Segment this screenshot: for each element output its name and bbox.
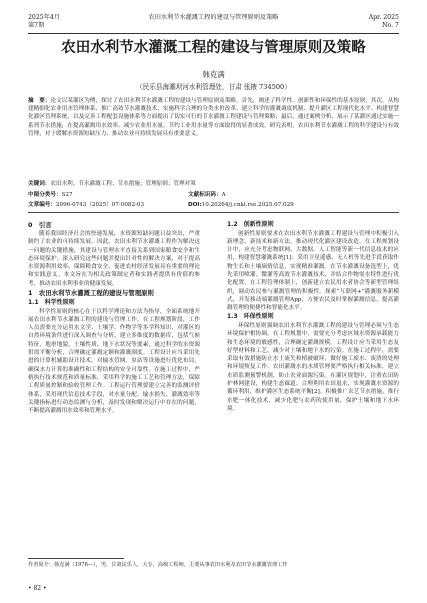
doi [188, 200, 294, 210]
abstract-text: 论文以某灌区为例，探讨了农田水利节水灌溉工程的建设与管理原则及策略。首先，阐述了科学性、创新性和环保性的基本原则；其次，从构建精细化农业用水管理体系、推广高效节水灌溉技术、实施科学合理的分类水价改革、建立科学的灌溉调度机制、提升灌区工程现代化水平、构建智慧化灌区管理系统，以及完善工程配套设施体系等方面提出了切实可行的节水灌溉工程建设与管理策略；最后，通过案例分析，展示了某灌区通过实施一系列节水措施，在提高灌溉用水效率、减少农业用水量、节约工业用水量等方面取得的显著成效。研究表明，农田水利节水灌溉工程的科学建设与有效管理，对于缓解水资源短缺压力、推动农业可持续发展具有重要意义。 [28, 98, 399, 137]
section-1-2-paragraph: 创新性原则要求在农田水利节水灌溉工程建设与管理中积极引入新理念、新技术和新方法，推动现代化灌区建设改造。在工程规划设计中，应充分考虑物联网、大数据、人工智能等新一代信息技术的应用，构建智慧灌溉系统[1]：采用卫星遥感、无人机等先进手段获取作物生长和土壤墒情信息，实现精准灌溉。在节水灌溉设备选型上，优先采用喷灌、微灌等高效节水灌溉技术，并结合作物需水特性进行优化配置。在工程管理体制上，创新建立农民用水者协会等新型管理组织，调动农民参与灌溉管理的积极性。探索“互联网+”灌溉服务新模式，开发移动端灌溉管理App，方便农民及时掌握灌溉信息，提高灌溉管理的便捷性和智能化水平。 [227, 230, 399, 312]
classification-row-1 [28, 190, 399, 200]
keywords-text: 农田水利；节水灌溉工程；节水措施；管理原则；管理对策 [50, 181, 196, 187]
section-1-heading: 1 农田水利节水灌溉工程的建设与管理原则 [28, 289, 154, 298]
header-rule [28, 33, 399, 34]
header-date-en: Apr. 2025 [368, 14, 399, 21]
doi-value: 10.20264/j.cnki.rse.2025.07.029 [201, 202, 294, 208]
article-number-value: 2096-0743（2025）07-0082-03 [55, 202, 145, 208]
clc-code [28, 190, 188, 200]
abstract-label: 摘 要： [28, 98, 51, 104]
keywords [28, 180, 399, 188]
classification-row-2 [28, 200, 399, 210]
section-0-heading: 0 引言 [28, 221, 52, 229]
section-1-2-heading: 1.2 创新性原则 [227, 221, 274, 228]
classification-block [28, 190, 399, 210]
page-number: • 82 • [28, 585, 47, 592]
header-number-en: No. 7 [382, 22, 399, 29]
header-issue-en [369, 14, 399, 30]
section-divider [28, 212, 399, 213]
doi-label: DOI: [188, 202, 202, 208]
section-1-1-heading: 1.1 科学性原则 [28, 299, 75, 307]
section-1-3-heading: 1.3 环保性原则 [227, 313, 274, 321]
article-number-label: 文章编号： [28, 202, 56, 208]
section-0-paragraph: 随着我国经济社会的快速发展，水资源短缺问题日益突出，严重制约了农业的可持续发展。因此，农田水利节水灌溉工程作为解决这一问题的关键措施，其建设与管理水平直接关系到国家粮食安全和生态环境保护。深入研究这些问题并提出针对性的解决方案，对于提高水资源利用效率、保障粮食安全、促进农村经济发展具有重要的理论和实践意义。本文旨在为相关政策制定者和实践者提供有价值的参考，推动农田水利事业的健康发展。 [28, 231, 200, 287]
keywords-label: 关键词： [28, 181, 51, 187]
right-column [227, 220, 399, 413]
author-footnote: 作者简介：韩克满（1976—），男，甘肃民乐人，大专，高级工程师，主要从事农田水利及农田节水灌溉管理工作 [28, 562, 288, 568]
author-name: 韩克满 [202, 70, 225, 79]
section-1-3-paragraph: 环保性原则强调农田水利节水灌溉工程的建设与管理必须与生态环境保护相协调。在工程规划中，需要充分考虑区域水资源承载能力和生态环境的敏感性，合理确定灌溉规模。工程设计应当采用生态友好型材料和工艺，减少对土壤和地下水的污染。在施工过程中，需要采取有效措施防止水土流失和植被破坏，做好施工废水、废渣的处理和环境恢复工作。农田灌溉水的水质管理要严格执行相关标准，建立水质监测预警机制，防止农业面源污染。在灌区规划中，注重农田防护林网建设，构建生态廊道。合理利用农田退水，实现灌溉水资源的循环利用，维护灌区生态系统平衡[2]。积极推广农艺节水措施，推行水肥一体化技术，减少化肥与农药的使用量，保护土壤和地下水环境。 [227, 322, 399, 412]
article-number [28, 200, 188, 210]
left-column [28, 220, 200, 415]
section-1-1-paragraph: 科学性原则的核心在于以科学理论和方法为指导，全面系统地开展农田水利节水灌溉工程的建设与管理工作。在工程规划阶段，工作人员需要充分运用水文学、土壤学、作物学等多学科知识，对灌区的自然环境条件进行深入调查与分析，建立多维度的数据库，包括气候特征、地形地貌、土壤性质、地下水状况等要素，通过科学的水资源供需平衡分析，合理确定灌溉定额和灌溉制度。工程设计应当采用先进的计算机辅助设计技术，对输水管网、泵站等设施进行优化布局，确保水力计算的准确性和工程结构的安全可靠性。在施工过程中，严格执行技术规范和质量标准，采用科学的施工工艺和管理方法，保障工程质量控制和验收管理工作。工程运行管理要建立完善的监测评价体系，采用现代信息技术手段，对水量分配、输水损失、灌溉效率等关键指标进行动态监测与分析，及时发现和解决运行中存在的问题，不断提高灌溉用水效率和管理水平。 [28, 308, 200, 415]
header-running-title: 农田水利节水灌溉工程的建设与管理原则及策略 [148, 14, 279, 21]
doc-value: A [221, 192, 226, 198]
footnote-rule [28, 558, 124, 559]
doc-code [188, 190, 226, 200]
author-affiliation: （民乐县海潮坝河水利管理处，甘肃 张掖 734500） [136, 83, 291, 91]
header-number-cn: 第7期 [28, 22, 45, 29]
article-title: 农田水利节水灌溉工程的建设与管理原则及策略 [61, 40, 366, 56]
abstract [28, 97, 399, 138]
clc-value: S27 [61, 192, 73, 198]
header-date-cn: 2025年4月 [28, 14, 61, 21]
clc-label: 中图分类号： [28, 192, 62, 198]
doc-label: 文献标识码： [188, 192, 222, 198]
